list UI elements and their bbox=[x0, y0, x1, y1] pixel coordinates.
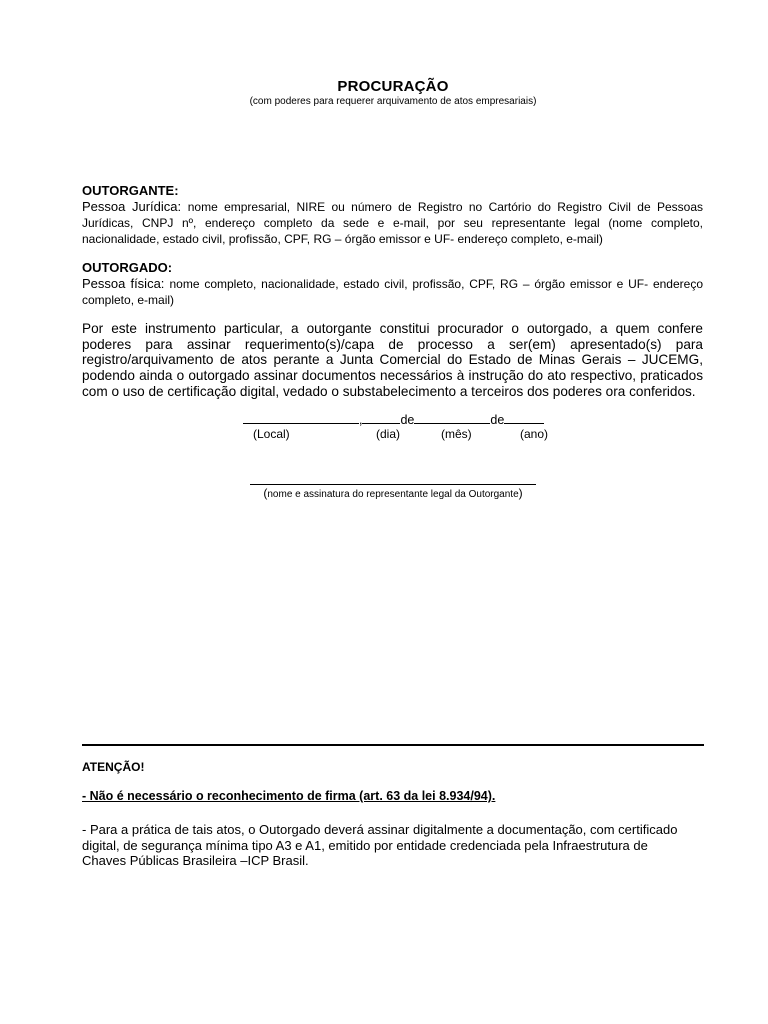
signature-label-text: nome e assinatura do representante legal da Outorgante bbox=[267, 489, 519, 500]
outorgante-heading: OUTORGANTE: bbox=[82, 183, 179, 198]
pratica-notice: - Para a prática de tais atos, o Outorgado deverá assinar digitalmente a documentação, com certificado digital, de segurança mínima tipo A3 e A1, emitido por entidade credenciada pela Infraestrutura de Chaves Públicas Brasileira –ICP Brasil. bbox=[82, 822, 678, 868]
attention-heading: ATENÇÃO! bbox=[82, 760, 145, 774]
signature-close-paren: ) bbox=[518, 486, 523, 500]
month-blank bbox=[414, 411, 490, 424]
date-comma: , bbox=[359, 413, 363, 427]
date-de-2: de bbox=[490, 413, 505, 427]
outorgado-description: nome completo, nacionalidade, estado civil, profissão, CPF, RG – órgão emissor e UF- endereço completo, e-mail) bbox=[82, 277, 703, 307]
outorgado-heading: OUTORGADO: bbox=[82, 260, 173, 275]
signature-line bbox=[250, 484, 536, 485]
outorgante-description: nome empresarial, NIRE ou número de Registro no Cartório do Registro Civil de Pessoas Jurídicas, CNPJ nº, endereço completo da sede e e-mail, por seu representante legal (nome completo, nacionalidade, estado civil, profissão, CPF, RG – órgão emissor e UF- endereço completo, e-mail) bbox=[82, 200, 704, 246]
year-blank bbox=[504, 411, 544, 424]
outorgante-label: Pessoa Jurídica: bbox=[82, 199, 188, 214]
date-de-1: de bbox=[400, 413, 415, 427]
outorgante-section bbox=[82, 183, 703, 247]
separator-rule bbox=[82, 744, 704, 746]
label-mes: (mês) bbox=[441, 427, 472, 441]
outorgante-text bbox=[82, 199, 703, 247]
document-title: PROCURAÇÃO bbox=[337, 78, 449, 95]
signature-open-paren: ( bbox=[263, 486, 268, 500]
outorgado-text bbox=[82, 276, 703, 308]
document-subtitle: (com poderes para requerer arquivamento de atos empresariais) bbox=[249, 96, 537, 107]
local-blank bbox=[243, 411, 359, 424]
label-ano: (ano) bbox=[520, 427, 549, 441]
date-line bbox=[243, 411, 544, 427]
body-paragraph: Por este instrumento particular, a outorgante constitui procurador o outorgado, a quem confere poderes para assinar requerimento(s)/capa de processo a ser(em) apresentado(s) para registro/arquivamento de atos perante a Junta Comercial do Estado de Minas Gerais – JUCEMG, podendo ainda o outorgado assinar documentos necessários à instrução do ato respectivo, praticados com o uso de certificação digital, vedado o substabelecimento a terceiros dos poderes ora conferidos. bbox=[82, 321, 703, 399]
label-local: (Local) bbox=[253, 427, 290, 441]
outorgado-label: Pessoa física: bbox=[82, 276, 170, 291]
day-blank bbox=[362, 411, 400, 424]
label-dia: (dia) bbox=[376, 427, 401, 441]
signature-label bbox=[250, 486, 536, 500]
outorgado-section bbox=[82, 260, 703, 308]
no-firma-notice: - Não é necessário o reconhecimento de firma (art. 63 da lei 8.934/94). bbox=[82, 789, 496, 803]
